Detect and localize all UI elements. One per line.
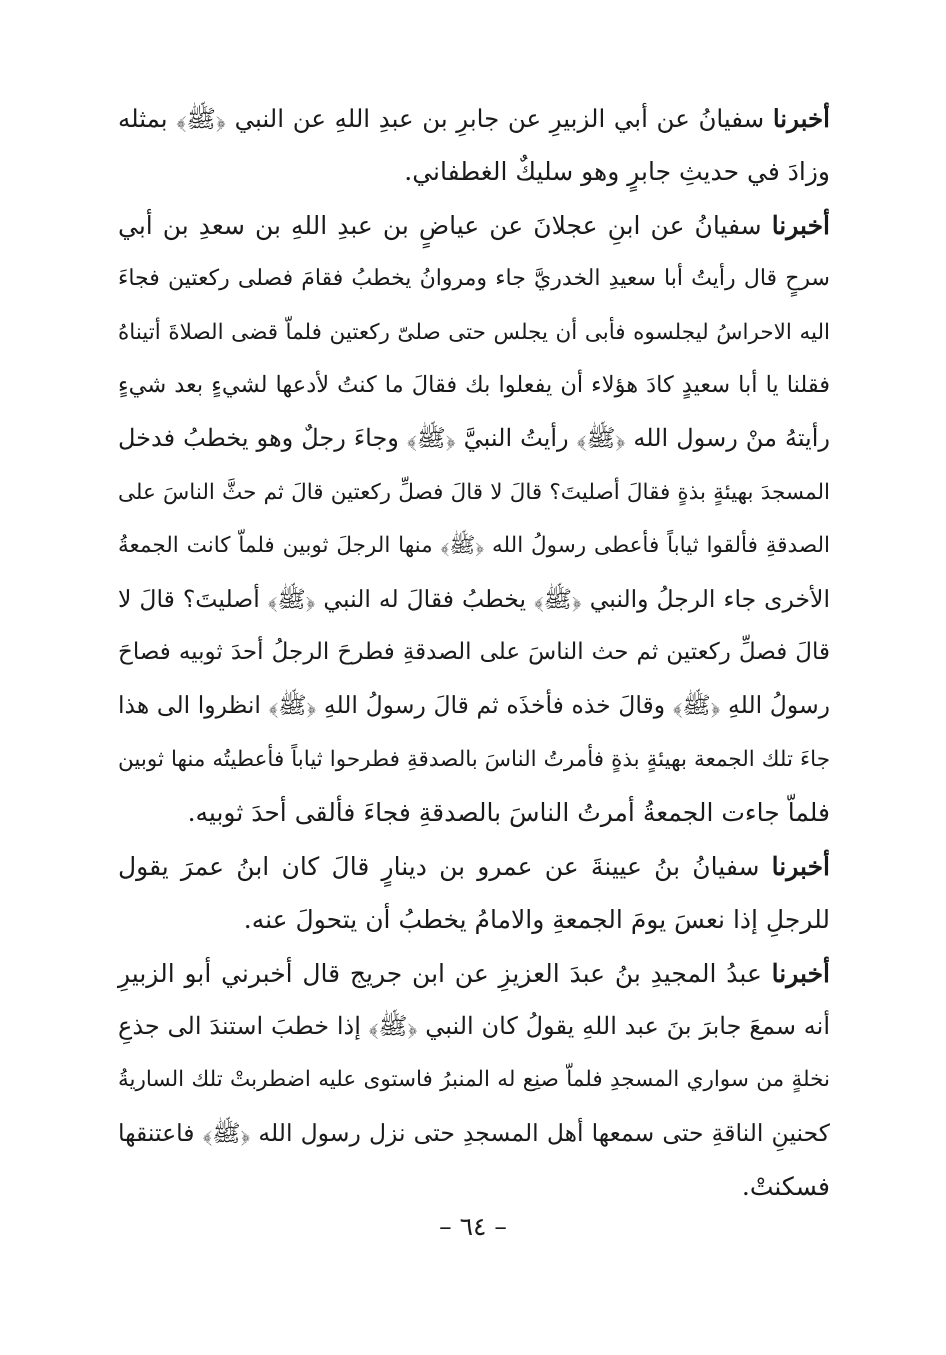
text-line: فسكنتْ. [741, 1172, 830, 1202]
text-line: نخلةٍ من سواري المسجدِ فلماّ صنِع له المنبرُ فاستوى عليه اضطربتْ تلك الساريةُ [118, 1067, 830, 1093]
hadith-paragraph-2 [118, 199, 830, 840]
text-line: الصدقةِ فألقوا ثياباً فأعطى رسولُ الله ﴿ﷺ﴾ منها الرجلَ ثوبين فلماّ كانت الجمعةُ [118, 533, 830, 559]
lead-word: أخبرنا [771, 210, 831, 240]
text-line: رسولُ اللهِ ﴿ﷺ﴾ وقالَ خذه فأخذَه ثم قالَ رسولُ اللهِ ﴿ﷺ﴾ انظروا الى هذا [118, 691, 830, 720]
text-line: كحنينِ الناقةِ حتى سمعها أهل المسجدِ حتى نزل رسول الله ﴿ﷺ﴾ فاعتنقها [118, 1118, 830, 1147]
hadith-paragraph-4 [118, 947, 830, 1214]
text-line [118, 92, 830, 145]
text-line: سرحٍ قال رأيتُ أبا سعيدِ الخدريَّ جاء ومروانُ يخطبُ فقامَ فصلى ركعتين فجاءَ [118, 266, 830, 292]
text-line: المسجدَ بهيئةٍ بذةٍ فقالَ أصليتَ؟ قالَ لا قالَ فصلِّ ركعتين قالَ ثم حثَّ الناسَ على [118, 479, 830, 505]
line-text: سفيانُ عن أبي الزبيرِ عن جابرِ بن عبدِ اللهِ عن النبي ﴿ﷺ﴾ بمثله [118, 104, 765, 133]
lead-word: أخبرنا [771, 958, 830, 988]
text-line: جاءَ تلك الجمعة بهيئةٍ بذةٍ فأمرتُ الناسَ بالصدقةِ فطرحوا ثياباً فأعطيتُه منها ثوبين [118, 746, 830, 772]
text-line [118, 840, 830, 893]
hadith-paragraph-3 [118, 840, 830, 947]
page-number: – ٦٤ – [439, 1212, 507, 1241]
text-line: فقلنا يا أبا سعيدٍ كادَ هؤلاء أن يفعلوا بك فقالَ ما كنتُ لأدعها لشيءٍ بعد شيءٍ [118, 372, 830, 399]
hadith-paragraph-1 [118, 92, 830, 199]
text-line: رأيتهُ منْ رسول الله ﴿ﷺ﴾ رأيتُ النبيَّ ﴿ﷺ﴾ وجاءَ رجلٌ وهو يخطبُ فدخل [118, 424, 830, 453]
line-text: سفيانُ بنُ عيينةَ عن عمرو بن دينارٍ قالَ كان ابنُ عمرَ يقول [118, 851, 760, 881]
line-text: عبدُ المجيدِ بنُ عبدَ العزيزِ عن ابن جريج قال أخبرني أبو الزبيرِ [118, 958, 762, 988]
text-line [118, 199, 830, 252]
text-line: اليه الاحراسُ ليجلسوه فأبى أن يجلس حتى صلىّ ركعتين فلماّ قضى الصلاةَ أتيناهُ [118, 319, 830, 345]
text-line [118, 947, 830, 1000]
text-line: الأخرى جاء الرجلُ والنبي ﴿ﷺ﴾ يخطبُ فقالَ له النبي ﴿ﷺ﴾ أصليتَ؟ قالَ لا [118, 584, 830, 613]
lead-word: أخبرنا [771, 851, 830, 881]
text-line: قالَ فصلِّ ركعتين ثم حث الناسَ على الصدقةِ فطرحَ الرجلُ أحدَ ثوبيه فصاحَ [118, 639, 830, 666]
line-text: سفيانُ عن ابنِ عجلانَ عن عياضٍ بن عبدِ اللهِ بن سعدِ بن أبي [118, 210, 762, 240]
text-line: أنه سمعَ جابرَ بنَ عبد اللهِ يقولُ كان النبي ﴿ﷺ﴾ إذا خطبَ استندَ الى جذعِ [118, 1011, 830, 1040]
lead-word: أخبرنا [772, 104, 830, 133]
text-line: وزادَ في حديثِ جابرٍ وهو سليكٌ الغطفاني. [404, 157, 830, 187]
text-line: للرجلِ إذا نعسَ يومَ الجمعةِ والامامُ يخطبُ أن يتحولَ عنه. [243, 905, 830, 935]
page-text [118, 92, 830, 1214]
text-line: فلماّ جاءت الجمعةُ أمرتُ الناسَ بالصدقةِ فجاءَ فألقى أحدَ ثوبيه. [187, 798, 830, 828]
